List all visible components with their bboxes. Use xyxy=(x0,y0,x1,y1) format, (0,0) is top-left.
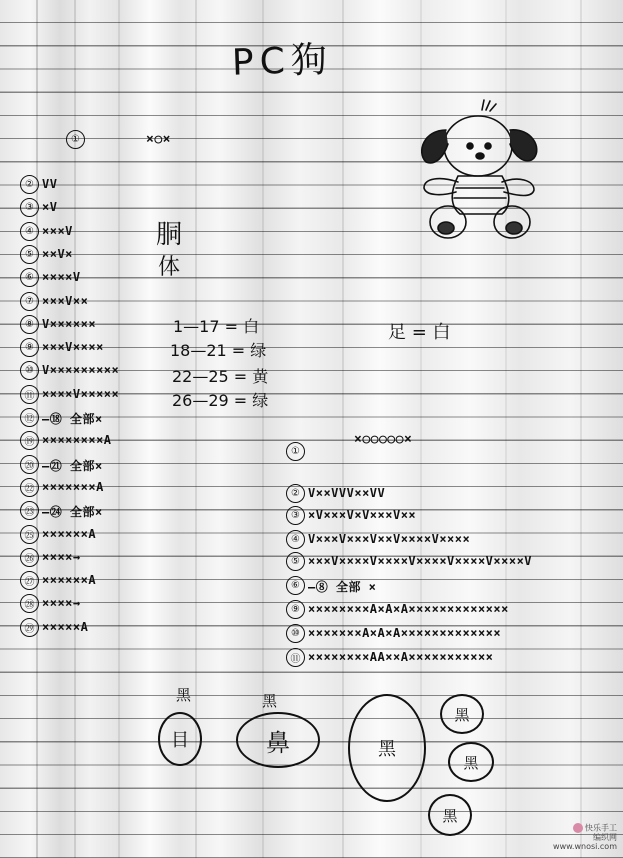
nose-color-label: 黑 xyxy=(262,692,278,710)
body-row-number: ③ xyxy=(20,198,39,217)
body-row-stitches: ×××××××A xyxy=(42,479,104,494)
foot-row-stitches: V×××V×××V××V××××V×××× xyxy=(308,532,471,546)
body-row-stitches: VV xyxy=(42,177,58,191)
body-row-number: ⑲ xyxy=(20,431,39,450)
body-row-stitches: ××××××××A xyxy=(42,433,112,448)
foot-row-stitches: ×V×××V×V×××V×× xyxy=(308,508,417,522)
eye-circle xyxy=(158,712,202,766)
body-row-stitches: ××××→ xyxy=(42,596,81,611)
page-title: PC狗 xyxy=(231,39,334,84)
body-row-stitches: ×V xyxy=(42,200,58,215)
small-part-circle xyxy=(448,742,494,782)
body-row-stitches: ×××V×× xyxy=(42,293,89,308)
nose-char: 鼻 xyxy=(266,728,290,757)
body-row-stitches: ××××→ xyxy=(42,549,81,564)
foot-row-number: ⑩ xyxy=(286,624,305,643)
body-row-number: ㉗ xyxy=(20,571,39,590)
body-row-stitches: —⑱ 全部× xyxy=(42,412,103,426)
body-row-stitches: ××××××A xyxy=(42,526,97,541)
foot-row-number: ⑨ xyxy=(286,600,305,619)
watermark-logo-icon xyxy=(573,823,583,833)
ear-oval xyxy=(348,694,426,802)
color-note: 26—29 = 绿 xyxy=(172,391,269,410)
body-row-number: ② xyxy=(20,175,39,194)
small-part-circle xyxy=(428,794,472,836)
body-row-number: ⑦ xyxy=(20,292,39,311)
foot-row-number: ② xyxy=(286,484,305,503)
body-row-stitches: ××××V××××× xyxy=(42,386,120,401)
watermark-url: www.wnosi.com xyxy=(553,842,617,852)
watermark-line2: 编织网 xyxy=(593,832,617,842)
scan-streak xyxy=(74,0,76,858)
body-row-stitches: ××××V xyxy=(42,270,81,285)
side-label-body-1: 胴 xyxy=(156,220,183,250)
foot-row-number: ⑥ xyxy=(286,576,305,595)
color-note: 18—21 = 绿 xyxy=(170,341,267,360)
body-row-number: ⑥ xyxy=(20,268,39,287)
dog-illustration xyxy=(410,96,550,246)
watermark-line1: 快乐手工 xyxy=(585,823,617,833)
scan-streak xyxy=(118,0,120,858)
foot-row-number: ⑤ xyxy=(286,552,305,571)
small-part-char: 黑 xyxy=(442,806,458,825)
body-start-stitches: ×○× xyxy=(146,132,171,147)
body-row-number: ㉓ xyxy=(20,501,39,520)
small-part-char: 黑 xyxy=(454,705,470,724)
small-part-circle xyxy=(440,694,484,734)
body-row-stitches: ×××××A xyxy=(42,619,89,634)
scan-streak xyxy=(342,0,344,858)
body-row-number: ⑳ xyxy=(20,455,39,474)
body-row-number: ⑨ xyxy=(20,338,39,357)
body-row-number: ㉙ xyxy=(20,618,39,637)
foot-section-title: 足 = 白 xyxy=(388,322,451,343)
foot-row-number: ① xyxy=(286,442,305,461)
ear-char: 黑 xyxy=(378,739,396,760)
body-row-stitches: ×××V×××× xyxy=(42,340,104,355)
body-row-number: ㉕ xyxy=(20,525,39,544)
body-row-stitches: ××V× xyxy=(42,246,73,261)
eye-color-label: 黑 xyxy=(176,686,192,704)
body-row-number: ⑪ xyxy=(20,385,39,404)
foot-row-number: ③ xyxy=(286,506,305,525)
foot-row-stitches: ×××××××A×A×A××××××××××××× xyxy=(308,626,502,640)
body-row-number: ㉖ xyxy=(20,548,39,567)
side-label-body-2: 体 xyxy=(158,255,181,280)
body-row-number: ㉘ xyxy=(20,594,39,613)
foot-row-number: ⑪ xyxy=(286,648,305,667)
body-row-stitches: ×××V xyxy=(42,223,73,238)
body-row-stitches: V×××××× xyxy=(42,316,97,331)
body-row-number: ⑫ xyxy=(20,408,39,427)
watermark xyxy=(553,823,617,852)
foot-row-stitches: ×××V××××V××××V××××V××××V××××V xyxy=(308,554,533,568)
body-row-stitches: V××××××××× xyxy=(42,363,120,378)
body-row-stitches: —㉑ 全部× xyxy=(42,458,103,473)
eye-char: 目 xyxy=(171,730,189,751)
body-row-number: ④ xyxy=(20,222,39,241)
scan-streak xyxy=(580,0,582,858)
foot-start-stitches: ×○○○○○× xyxy=(354,432,413,447)
body-row-number: ⑩ xyxy=(20,361,39,380)
foot-row-stitches: —⑧ 全部 × xyxy=(308,580,377,594)
nose-circle xyxy=(236,712,320,768)
body-row-stitches: —㉔ 全部× xyxy=(42,505,103,520)
foot-row-stitches: V××VVV××VV xyxy=(308,486,386,500)
foot-row-number: ④ xyxy=(286,530,305,549)
foot-row-stitches: ××××××××AA××A××××××××××× xyxy=(308,650,494,664)
body-row-number: ㉒ xyxy=(20,478,39,497)
scan-streak xyxy=(36,0,38,858)
body-row-number: ⑤ xyxy=(20,245,39,264)
color-note: 1—17 = 白 xyxy=(173,317,260,336)
body-row-number: ① xyxy=(66,130,85,149)
body-row-stitches: ××××××A xyxy=(42,573,97,588)
color-note: 22—25 = 黄 xyxy=(172,367,269,386)
body-row-number: ⑧ xyxy=(20,315,39,334)
small-part-char: 黑 xyxy=(463,753,479,772)
foot-row-stitches: ××××××××A×A×A××××××××××××× xyxy=(308,602,509,616)
